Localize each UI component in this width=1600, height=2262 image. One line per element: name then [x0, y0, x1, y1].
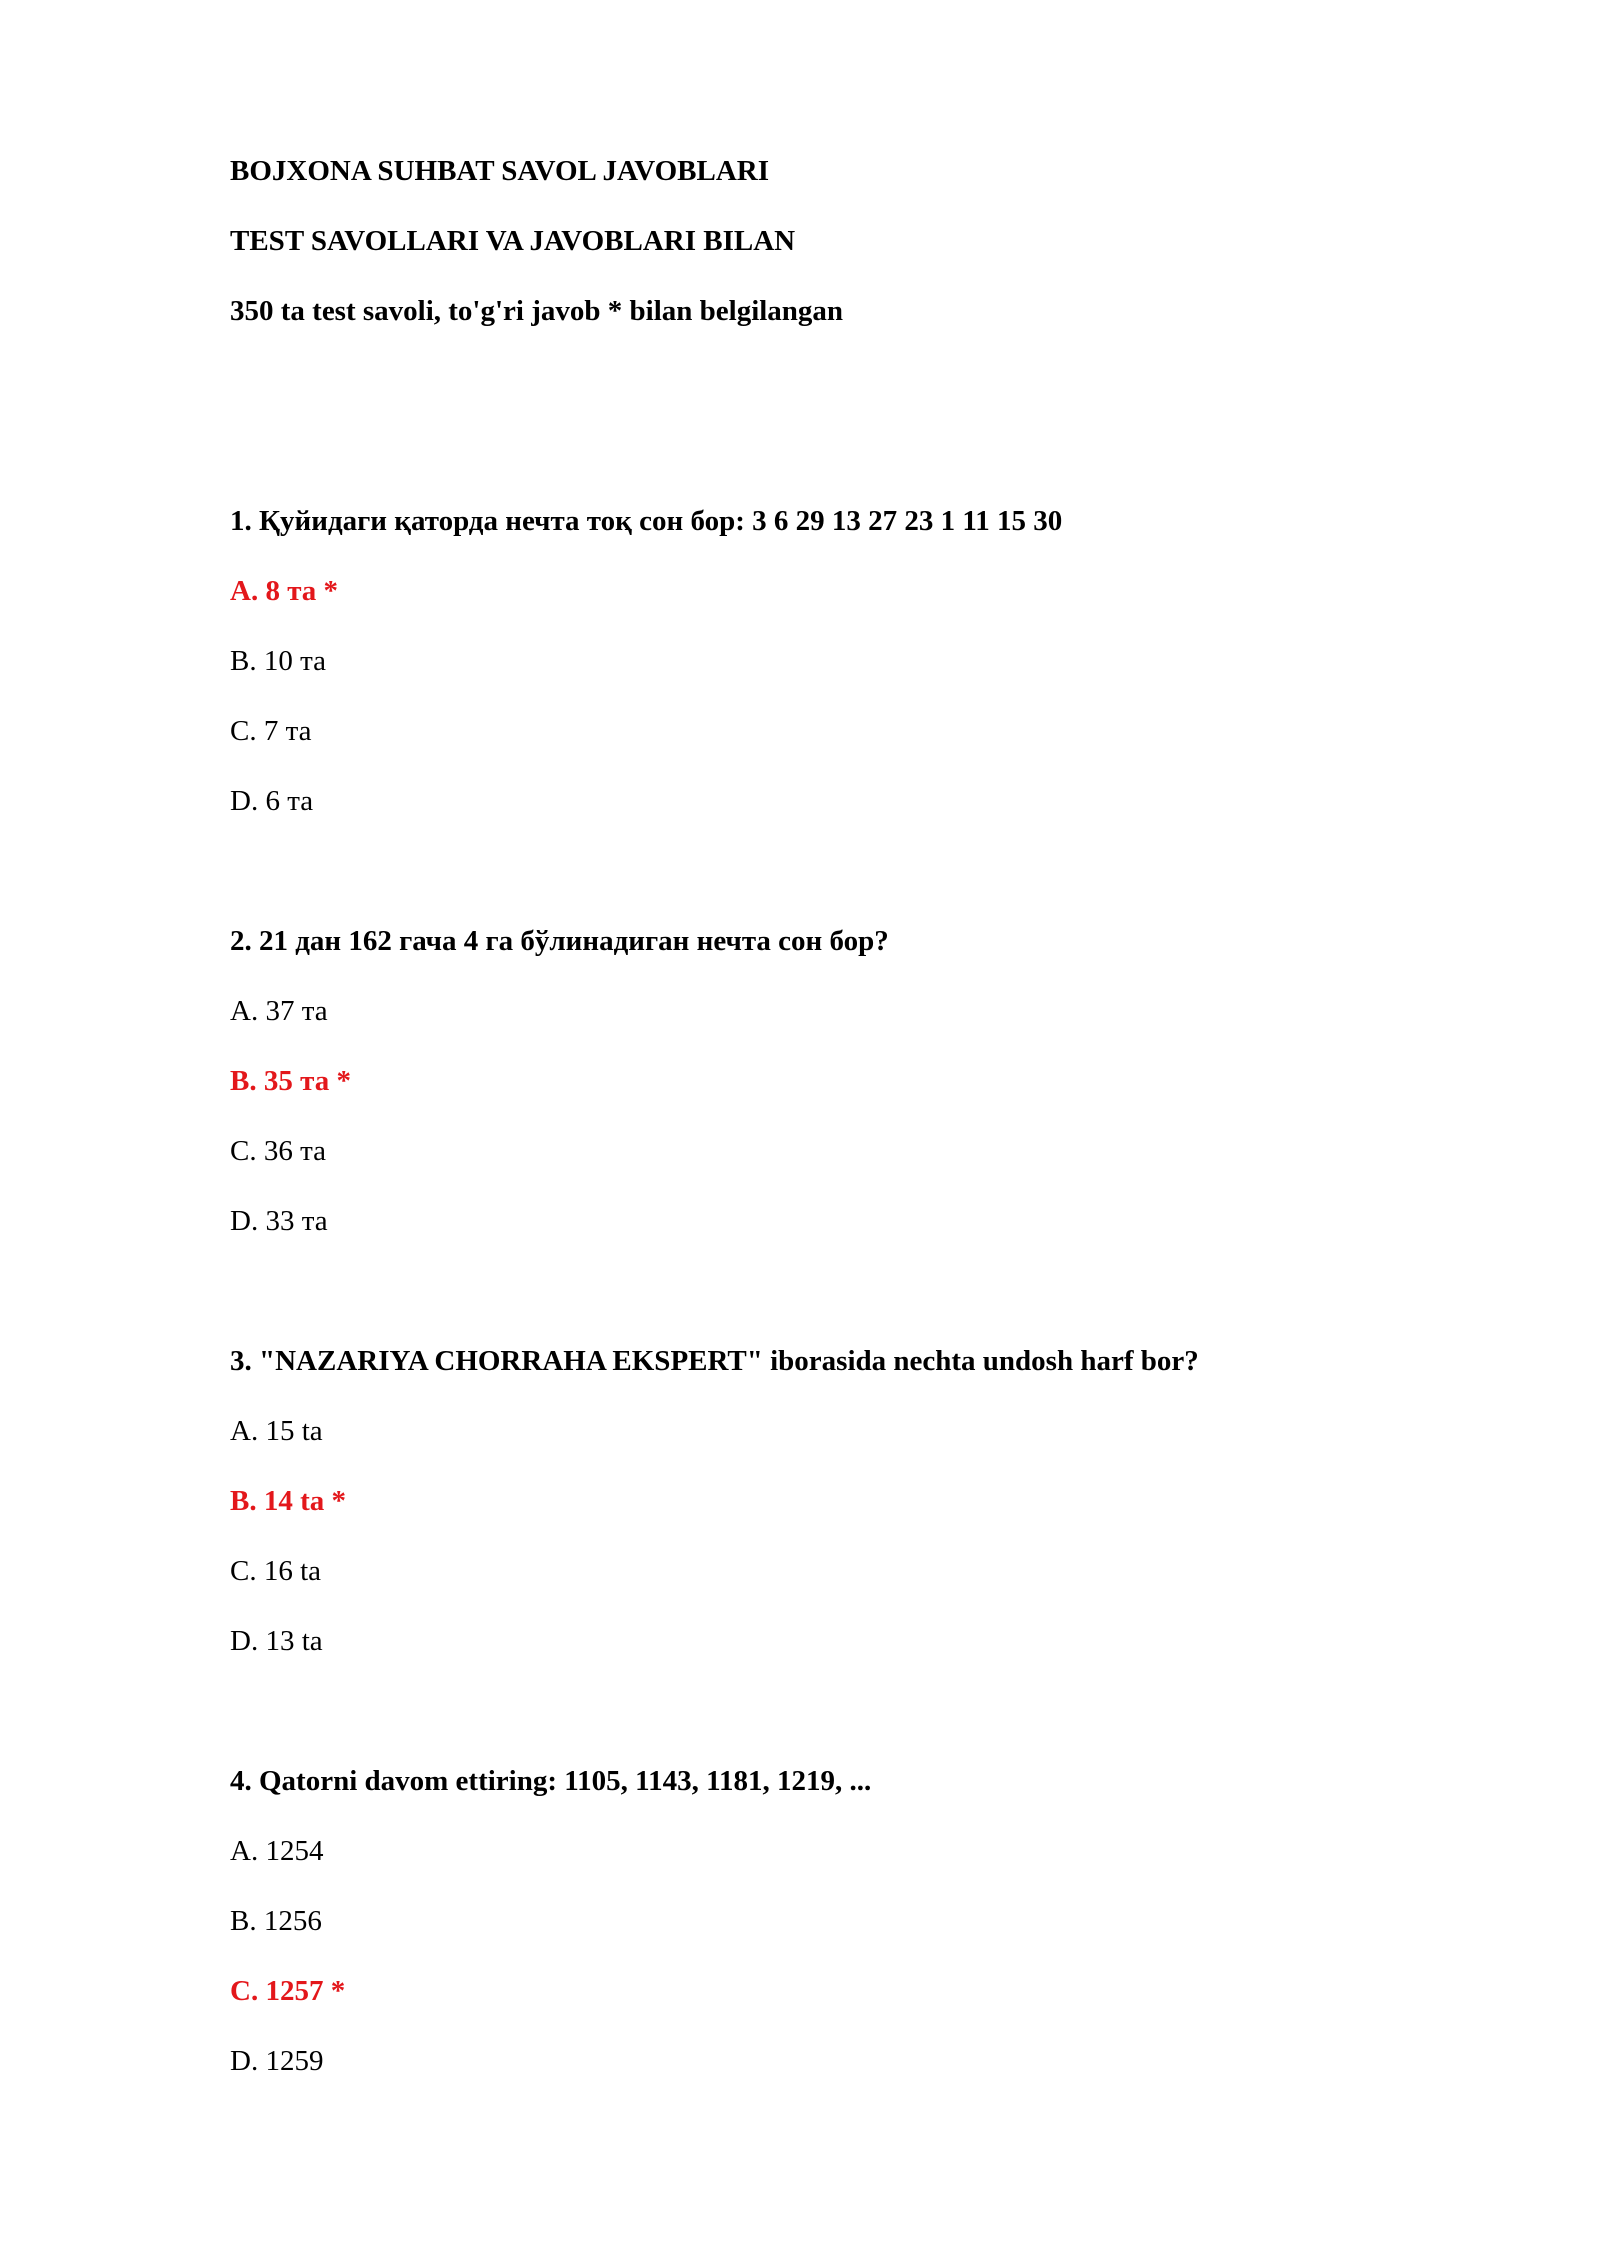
question-3-option-b: B. 14 ta *: [230, 1485, 346, 1517]
question-4-option-d: D. 1259: [230, 2045, 324, 2077]
document-title: BOJXONA SUHBAT SAVOL JAVOBLARI: [230, 155, 769, 187]
question-2-option-d: D. 33 та: [230, 1205, 328, 1237]
question-3-option-c: C. 16 ta: [230, 1555, 322, 1587]
question-2-option-a: A. 37 та: [230, 995, 328, 1027]
question-3-option-d: D. 13 ta: [230, 1625, 323, 1657]
question-1: 1. Қуйидаги қаторда нечта тоқ сон бор: 3 6 29 13 27 23 1 11 15 30: [230, 505, 1063, 537]
question-2-option-c: C. 36 та: [230, 1135, 326, 1167]
question-4-option-c: C. 1257 *: [230, 1975, 346, 2007]
document-subtitle: TEST SAVOLLARI VA JAVOBLARI BILAN: [230, 225, 796, 257]
question-2: 2. 21 дан 162 гача 4 га бўлинадиган нечта сон бор?: [230, 925, 889, 957]
question-3-option-a: A. 15 ta: [230, 1415, 323, 1447]
question-3: 3. "NAZARIYA CHORRAHA EKSPERT" iborasida nechta undosh harf bor?: [230, 1345, 1199, 1377]
question-2-option-b: B. 35 та *: [230, 1065, 351, 1097]
question-1-option-d: D. 6 та: [230, 785, 314, 817]
question-1-option-b: B. 10 та: [230, 645, 326, 677]
question-4-option-b: B. 1256: [230, 1905, 322, 1937]
question-4-option-a: A. 1254: [230, 1835, 324, 1867]
question-1-option-a: A. 8 та *: [230, 575, 339, 607]
question-4: 4. Qatorni davom ettiring: 1105, 1143, 1181, 1219, ...: [230, 1765, 872, 1797]
document-note: 350 ta test savoli, to'g'ri javob * bilan belgilangan: [230, 295, 844, 327]
question-1-option-c: C. 7 та: [230, 715, 312, 747]
